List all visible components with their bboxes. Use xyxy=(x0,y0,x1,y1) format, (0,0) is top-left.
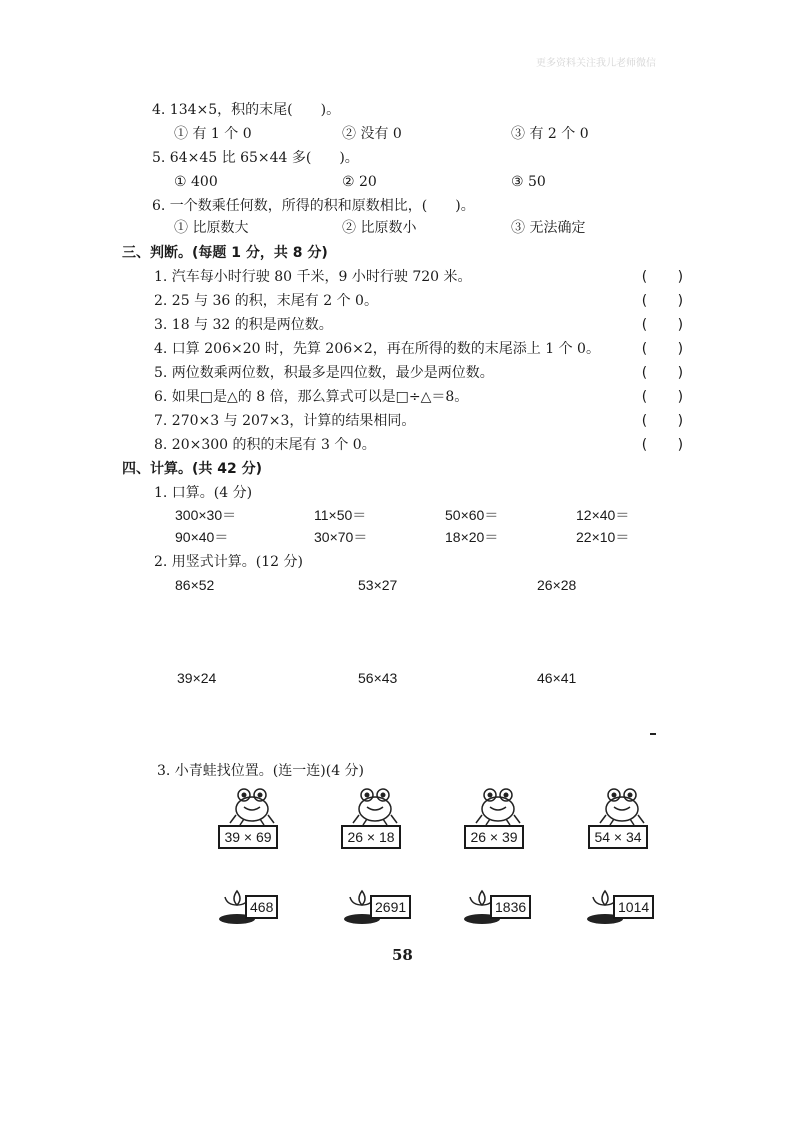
vertical-item: 46×41 xyxy=(537,670,577,686)
frog-icon xyxy=(345,785,405,827)
frog-icon xyxy=(468,785,528,827)
answer-paren-6[interactable]: ( ) xyxy=(640,389,685,405)
q5-option-2: ② 20 xyxy=(342,174,377,190)
frog-card-4[interactable] xyxy=(584,785,684,855)
lotus-card-2[interactable] xyxy=(342,887,432,927)
expression-box: 54 × 34 xyxy=(588,825,648,849)
number-box: 1836 xyxy=(490,895,531,919)
expression-box: 26 × 18 xyxy=(341,825,401,849)
q4-option-1: ① 有 1 个 0 xyxy=(174,126,252,142)
number-box: 2691 xyxy=(370,895,411,919)
judge-item-7: 7. 270×3 与 207×3，计算的结果相同。 xyxy=(154,413,416,429)
q4-option-3: ③ 有 2 个 0 xyxy=(511,126,589,142)
judge-item-6: 6. 如果□是△的 8 倍，那么算式可以是□÷△＝8。 xyxy=(154,389,469,405)
number-box: 1014 xyxy=(613,895,654,919)
q6-option-1: ① 比原数大 xyxy=(174,220,249,236)
vertical-calc-title: 2. 用竖式计算。(12 分) xyxy=(154,554,303,570)
oral-item: 22×10＝ xyxy=(576,529,630,545)
answer-paren-1[interactable]: ( ) xyxy=(640,269,685,285)
frog-task-title: 3. 小青蛙找位置。(连一连)(4 分) xyxy=(157,763,365,779)
q6-option-2: ② 比原数小 xyxy=(342,220,417,236)
judge-section-title: 三、判断。(每题 1 分，共 8 分) xyxy=(122,245,328,261)
expression-box: 39 × 69 xyxy=(218,825,278,849)
q5-option-3: ③ 50 xyxy=(511,174,546,190)
oral-item: 50×60＝ xyxy=(445,507,499,523)
calc-section-title: 四、计算。(共 42 分) xyxy=(122,461,263,477)
judge-item-2: 2. 25 与 36 的积，末尾有 2 个 0。 xyxy=(154,293,378,309)
oral-item: 30×70＝ xyxy=(314,529,368,545)
vertical-item: 26×28 xyxy=(537,577,577,593)
frog-icon xyxy=(222,785,282,827)
judge-item-8: 8. 20×300 的积的末尾有 3 个 0。 xyxy=(154,437,376,453)
question-5: 5. 64×45 比 65×44 多( )。 xyxy=(152,150,359,166)
answer-paren-4[interactable]: ( ) xyxy=(640,341,685,357)
judge-item-1: 1. 汽车每小时行驶 80 千米，9 小时行驶 720 米。 xyxy=(154,269,472,285)
number-box: 468 xyxy=(245,895,278,919)
oral-item: 18×20＝ xyxy=(445,529,499,545)
oral-item: 11×50＝ xyxy=(314,507,367,523)
frog-card-2[interactable] xyxy=(337,785,437,855)
oral-item: 300×30＝ xyxy=(175,507,237,523)
lotus-card-1[interactable] xyxy=(217,887,307,927)
q4-option-2: ② 没有 0 xyxy=(342,126,402,142)
lotus-card-4[interactable] xyxy=(585,887,675,927)
oral-item: 90×40＝ xyxy=(175,529,229,545)
oral-calc-title: 1. 口算。(4 分) xyxy=(154,485,253,501)
judge-item-3: 3. 18 与 32 的积是两位数。 xyxy=(154,317,333,333)
answer-paren-2[interactable]: ( ) xyxy=(640,293,685,309)
lotus-card-3[interactable] xyxy=(462,887,552,927)
answer-paren-7[interactable]: ( ) xyxy=(640,413,685,429)
scan-mark xyxy=(650,733,656,735)
frog-card-1[interactable] xyxy=(214,785,314,855)
judge-item-5: 5. 两位数乘两位数，积最多是四位数，最少是两位数。 xyxy=(154,365,494,381)
question-6: 6. 一个数乘任何数，所得的积和原数相比，( )。 xyxy=(152,198,475,214)
frog-icon xyxy=(592,785,652,827)
q6-option-3: ③ 无法确定 xyxy=(511,220,586,236)
frog-card-3[interactable] xyxy=(460,785,560,855)
oral-item: 12×40＝ xyxy=(576,507,630,523)
answer-paren-8[interactable]: ( ) xyxy=(640,437,685,453)
page-number: 58 xyxy=(392,946,413,964)
judge-item-4: 4. 口算 206×20 时，先算 206×2，再在所得的数的末尾添上 1 个 0。 xyxy=(154,341,600,357)
answer-paren-3[interactable]: ( ) xyxy=(640,317,685,333)
vertical-item: 86×52 xyxy=(175,577,215,593)
q5-option-1: ① 400 xyxy=(174,174,218,190)
expression-box: 26 × 39 xyxy=(464,825,524,849)
vertical-item: 53×27 xyxy=(358,577,398,593)
question-4: 4. 134×5，积的末尾( )。 xyxy=(152,102,341,118)
answer-paren-5[interactable]: ( ) xyxy=(640,365,685,381)
vertical-item: 56×43 xyxy=(358,670,398,686)
watermark: 更多资料关注我儿老师微信 xyxy=(536,58,656,69)
vertical-item: 39×24 xyxy=(177,670,217,686)
